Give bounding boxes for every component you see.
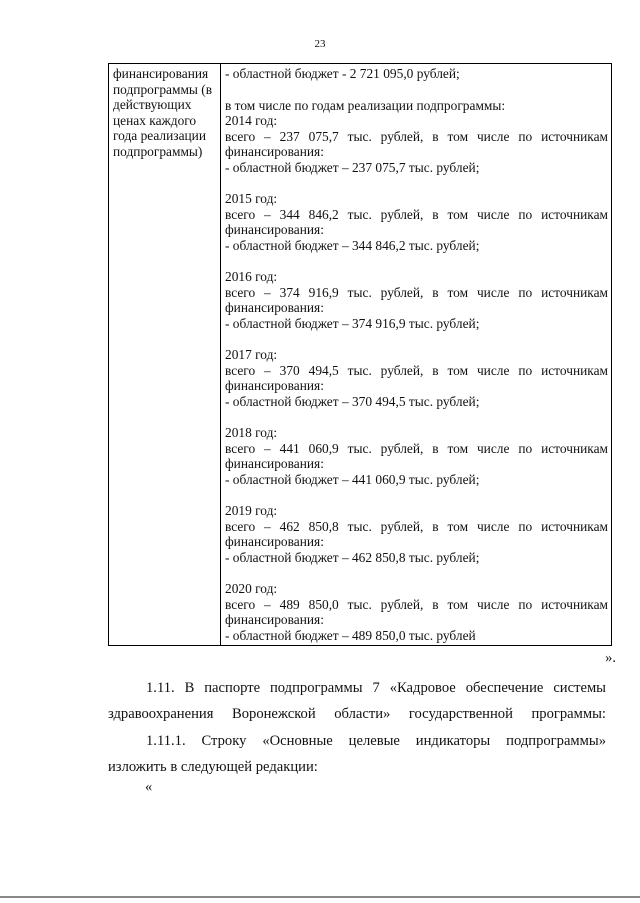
year-financing-label: финансирования:: [225, 378, 324, 393]
row-label-line: подпрограммы (в: [113, 81, 213, 97]
year-block: [225, 347, 608, 409]
year-total: всего – 344 846,2 тыс. рублей, в том числе по источникам: [225, 206, 608, 222]
years-intro: в том числе по годам реализации подпрограммы:: [225, 97, 506, 113]
row-label-line: действующих: [113, 97, 192, 112]
paragraph-line: здравоохранения Воронежской области» государственной программы:: [108, 706, 606, 722]
year-financing-label: финансирования:: [225, 612, 324, 627]
page-number: 23: [314, 38, 326, 50]
year-label: 2019 год:: [225, 503, 278, 518]
opening-quote: «: [145, 779, 153, 795]
year-total: всего – 462 850,8 тыс. рублей, в том числе по источникам: [225, 518, 608, 534]
year-label: 2020 год:: [225, 581, 278, 596]
year-regional-budget: - областной бюджет – 374 916,9 тыс. рублей;: [225, 315, 480, 331]
paragraph-1-11: [108, 675, 606, 727]
row-value-cell: [221, 64, 612, 646]
year-financing-label: финансирования:: [225, 144, 324, 159]
year-regional-budget: - областной бюджет – 237 075,7 тыс. рублей;: [225, 159, 480, 175]
row-label-line: года реализации: [113, 128, 207, 143]
row-label-cell: [109, 64, 221, 646]
row-label-line: финансирования: [113, 66, 209, 81]
year-total: всего – 489 850,0 тыс. рублей, в том числе по источникам: [225, 596, 608, 612]
year-regional-budget: - областной бюджет – 344 846,2 тыс. рублей;: [225, 237, 480, 253]
year-label: 2017 год:: [225, 347, 278, 362]
year-block: [225, 191, 608, 253]
row-label-line: подпрограммы): [113, 143, 203, 159]
year-total: всего – 441 060,9 тыс. рублей, в том числе по источникам: [225, 440, 608, 456]
year-block: [225, 269, 608, 331]
year-label: 2018 год:: [225, 425, 278, 440]
year-label: 2015 год:: [225, 191, 278, 206]
year-block: [225, 503, 608, 565]
year-financing-label: финансирования:: [225, 300, 324, 315]
year-block: [225, 581, 608, 643]
year-label: 2016 год:: [225, 269, 278, 284]
regional-budget-total: - областной бюджет - 2 721 095,0 рублей;: [225, 66, 460, 81]
year-total: всего – 370 494,5 тыс. рублей, в том числе по источникам: [225, 362, 608, 378]
year-regional-budget: - областной бюджет – 441 060,9 тыс. рублей;: [225, 471, 480, 487]
year-regional-budget: - областной бюджет – 462 850,8 тыс. рублей;: [225, 549, 480, 565]
paragraph-line: 1.11. В паспорте подпрограммы 7 «Кадровое обеспечение системы: [146, 680, 606, 696]
row-label-line: ценах каждого: [113, 112, 197, 128]
table-row: [109, 64, 612, 646]
bottom-edge-rule: [0, 896, 640, 898]
passport-table: [108, 63, 612, 646]
year-total: всего – 237 075,7 тыс. рублей, в том числе по источникам: [225, 128, 608, 144]
paragraph-1-11-1: [108, 728, 606, 780]
year-financing-label: финансирования:: [225, 222, 324, 237]
year-block: [225, 113, 608, 175]
closing-quote: ».: [605, 650, 616, 666]
year-block: [225, 425, 608, 487]
paragraph-line: изложить в следующей редакции:: [108, 759, 318, 775]
paragraph-line: 1.11.1. Строку «Основные целевые индикаторы подпрограммы»: [146, 733, 606, 749]
year-financing-label: финансирования:: [225, 456, 324, 471]
year-label: 2014 год:: [225, 113, 278, 128]
year-regional-budget: - областной бюджет – 370 494,5 тыс. рублей;: [225, 393, 480, 409]
year-financing-label: финансирования:: [225, 534, 324, 549]
year-regional-budget: - областной бюджет – 489 850,0 тыс. рублей: [225, 627, 476, 643]
year-total: всего – 374 916,9 тыс. рублей, в том числе по источникам: [225, 284, 608, 300]
